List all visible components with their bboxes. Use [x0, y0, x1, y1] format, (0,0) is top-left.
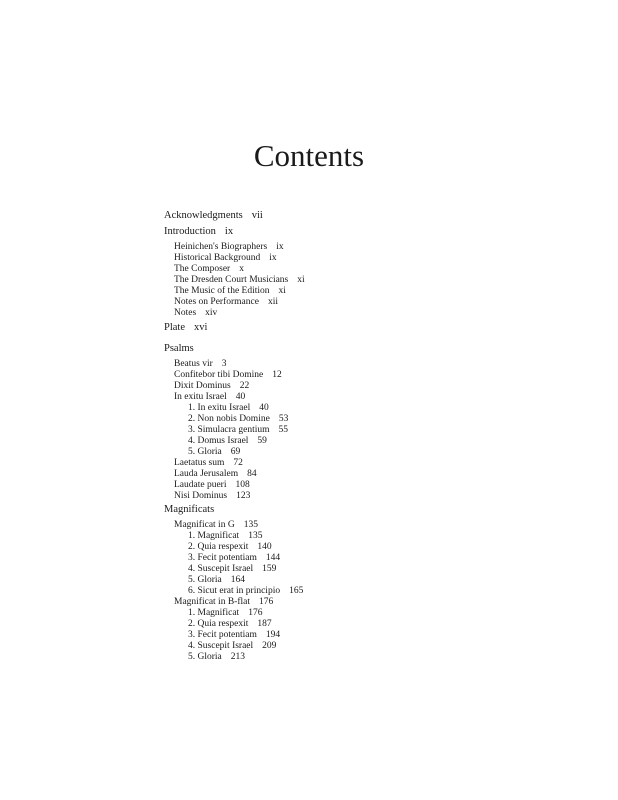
toc-entry-page: 164: [230, 575, 246, 585]
toc-entry-page: xvi: [194, 322, 208, 333]
toc-entry-text: Confitebor tibi Domine: [174, 370, 264, 380]
toc-entry-page: 159: [262, 564, 277, 574]
toc-entry-page: x: [239, 264, 244, 274]
toc-entry-page: 135: [243, 520, 258, 530]
toc-entry-page: 108: [235, 480, 250, 490]
toc-entry-page: 213: [230, 652, 246, 662]
toc-entry-text: In exitu Israel: [174, 392, 227, 402]
toc-entry-page: xi: [297, 275, 305, 285]
toc-entry-page: ix: [224, 226, 234, 237]
toc-entry-text: 1. Magnificat: [188, 608, 240, 618]
toc-entry-page: 176: [248, 608, 263, 618]
toc-entry: [164, 226, 233, 238]
toc-entry-text: Lauda Jerusalem: [174, 469, 239, 479]
toc-entry-text: 1. In exitu Israel: [188, 403, 251, 413]
toc-entry-text: Dixit Dominus: [174, 381, 231, 391]
toc-entry: [188, 651, 245, 663]
toc-entry: [164, 210, 263, 222]
toc-entry-page: xii: [267, 297, 278, 307]
toc-entry-page: 3: [221, 359, 227, 369]
toc-entry-page: 59: [257, 436, 267, 446]
page-title: Contents: [253, 138, 365, 173]
toc-section-heading: [164, 504, 214, 516]
toc-entry-page: ix: [269, 253, 277, 263]
toc-section-heading: [164, 343, 194, 355]
toc-entry-text: Introduction: [164, 226, 216, 237]
toc-entry-text: 1. Magnificat: [188, 531, 240, 541]
toc-entry-text: Beatus vir: [174, 359, 213, 369]
toc-entry-page: 40: [235, 392, 246, 402]
toc-entry-text: 5. Gloria: [188, 447, 222, 457]
toc-entry-text: The Composer: [174, 264, 231, 274]
toc-entry-text: 2. Non nobis Domine: [188, 414, 270, 424]
toc-entry-page: 84: [247, 469, 257, 479]
toc-entry-text: Plate: [164, 322, 185, 333]
toc-entry-text: Notes: [174, 308, 197, 318]
toc-entry-page: 165: [289, 586, 304, 596]
toc-entry-text: 5. Gloria: [188, 652, 222, 662]
toc-entry-text: 4. Suscepit Israel: [188, 641, 254, 651]
toc-entry-page: 176: [258, 597, 274, 607]
toc-entry-page: 187: [257, 619, 272, 629]
toc-entry: [164, 322, 207, 334]
toc-entry-page: 135: [248, 531, 263, 541]
toc-entry-text: Historical Background: [174, 253, 261, 263]
toc-entry-text: Nisi Dominus: [174, 491, 228, 501]
toc-entry-text: The Music of the Edition: [174, 286, 270, 296]
toc-entry-text: 5. Gloria: [188, 575, 222, 585]
toc-entry-text: Magnificats: [164, 504, 215, 515]
toc-entry-page: 69: [230, 447, 241, 457]
toc-entry-text: Magnificat in B-flat: [174, 597, 250, 607]
toc-entry-text: Psalms: [164, 343, 194, 354]
toc-entry-text: 6. Sicut erat in principio: [188, 586, 281, 596]
toc-entry-text: 4. Domus Israel: [188, 436, 249, 446]
toc-entry-page: 22: [239, 381, 250, 391]
toc-entry-text: 4. Suscepit Israel: [188, 564, 254, 574]
toc-entry-text: 3. Fecit potentiam: [188, 630, 257, 640]
toc-entry-page: vii: [251, 210, 263, 221]
toc-entry-text: 2. Quia respexit: [188, 542, 249, 552]
toc-entry-page: 144: [265, 553, 281, 563]
toc-entry-text: 2. Quia respexit: [188, 619, 249, 629]
toc-entry-text: Heinichen's Biographers: [174, 242, 268, 252]
toc-entry-text: Laetatus sum: [174, 458, 225, 468]
toc-entry-text: The Dresden Court Musicians: [174, 275, 289, 285]
toc-entry-text: Magnificat in G: [174, 520, 235, 530]
toc-entry-page: 55: [278, 425, 289, 435]
toc-entry-page: 72: [233, 458, 243, 468]
toc-entry-page: 53: [278, 414, 289, 424]
toc-entry-text: Laudate pueri: [174, 480, 227, 490]
toc-entry: [174, 307, 217, 319]
toc-entry-text: 3. Fecit potentiam: [188, 553, 257, 563]
toc-entry-page: 194: [265, 630, 281, 640]
toc-entry-page: 209: [262, 641, 277, 651]
toc-entry-page: xiv: [205, 308, 218, 318]
toc-entry-text: 3. Simulacra gentium: [188, 425, 270, 435]
toc-entry-page: xi: [278, 286, 286, 296]
toc-entry-page: ix: [276, 242, 284, 252]
toc-entry-page: 140: [257, 542, 272, 552]
toc-entry-text: Acknowledgments: [164, 210, 243, 221]
toc-entry: [174, 490, 250, 502]
toc-entry-text: Notes on Performance: [174, 297, 259, 307]
toc-entry-page: 123: [236, 491, 251, 501]
toc-entry-page: 40: [259, 403, 269, 413]
toc-entry-page: 12: [272, 370, 282, 380]
